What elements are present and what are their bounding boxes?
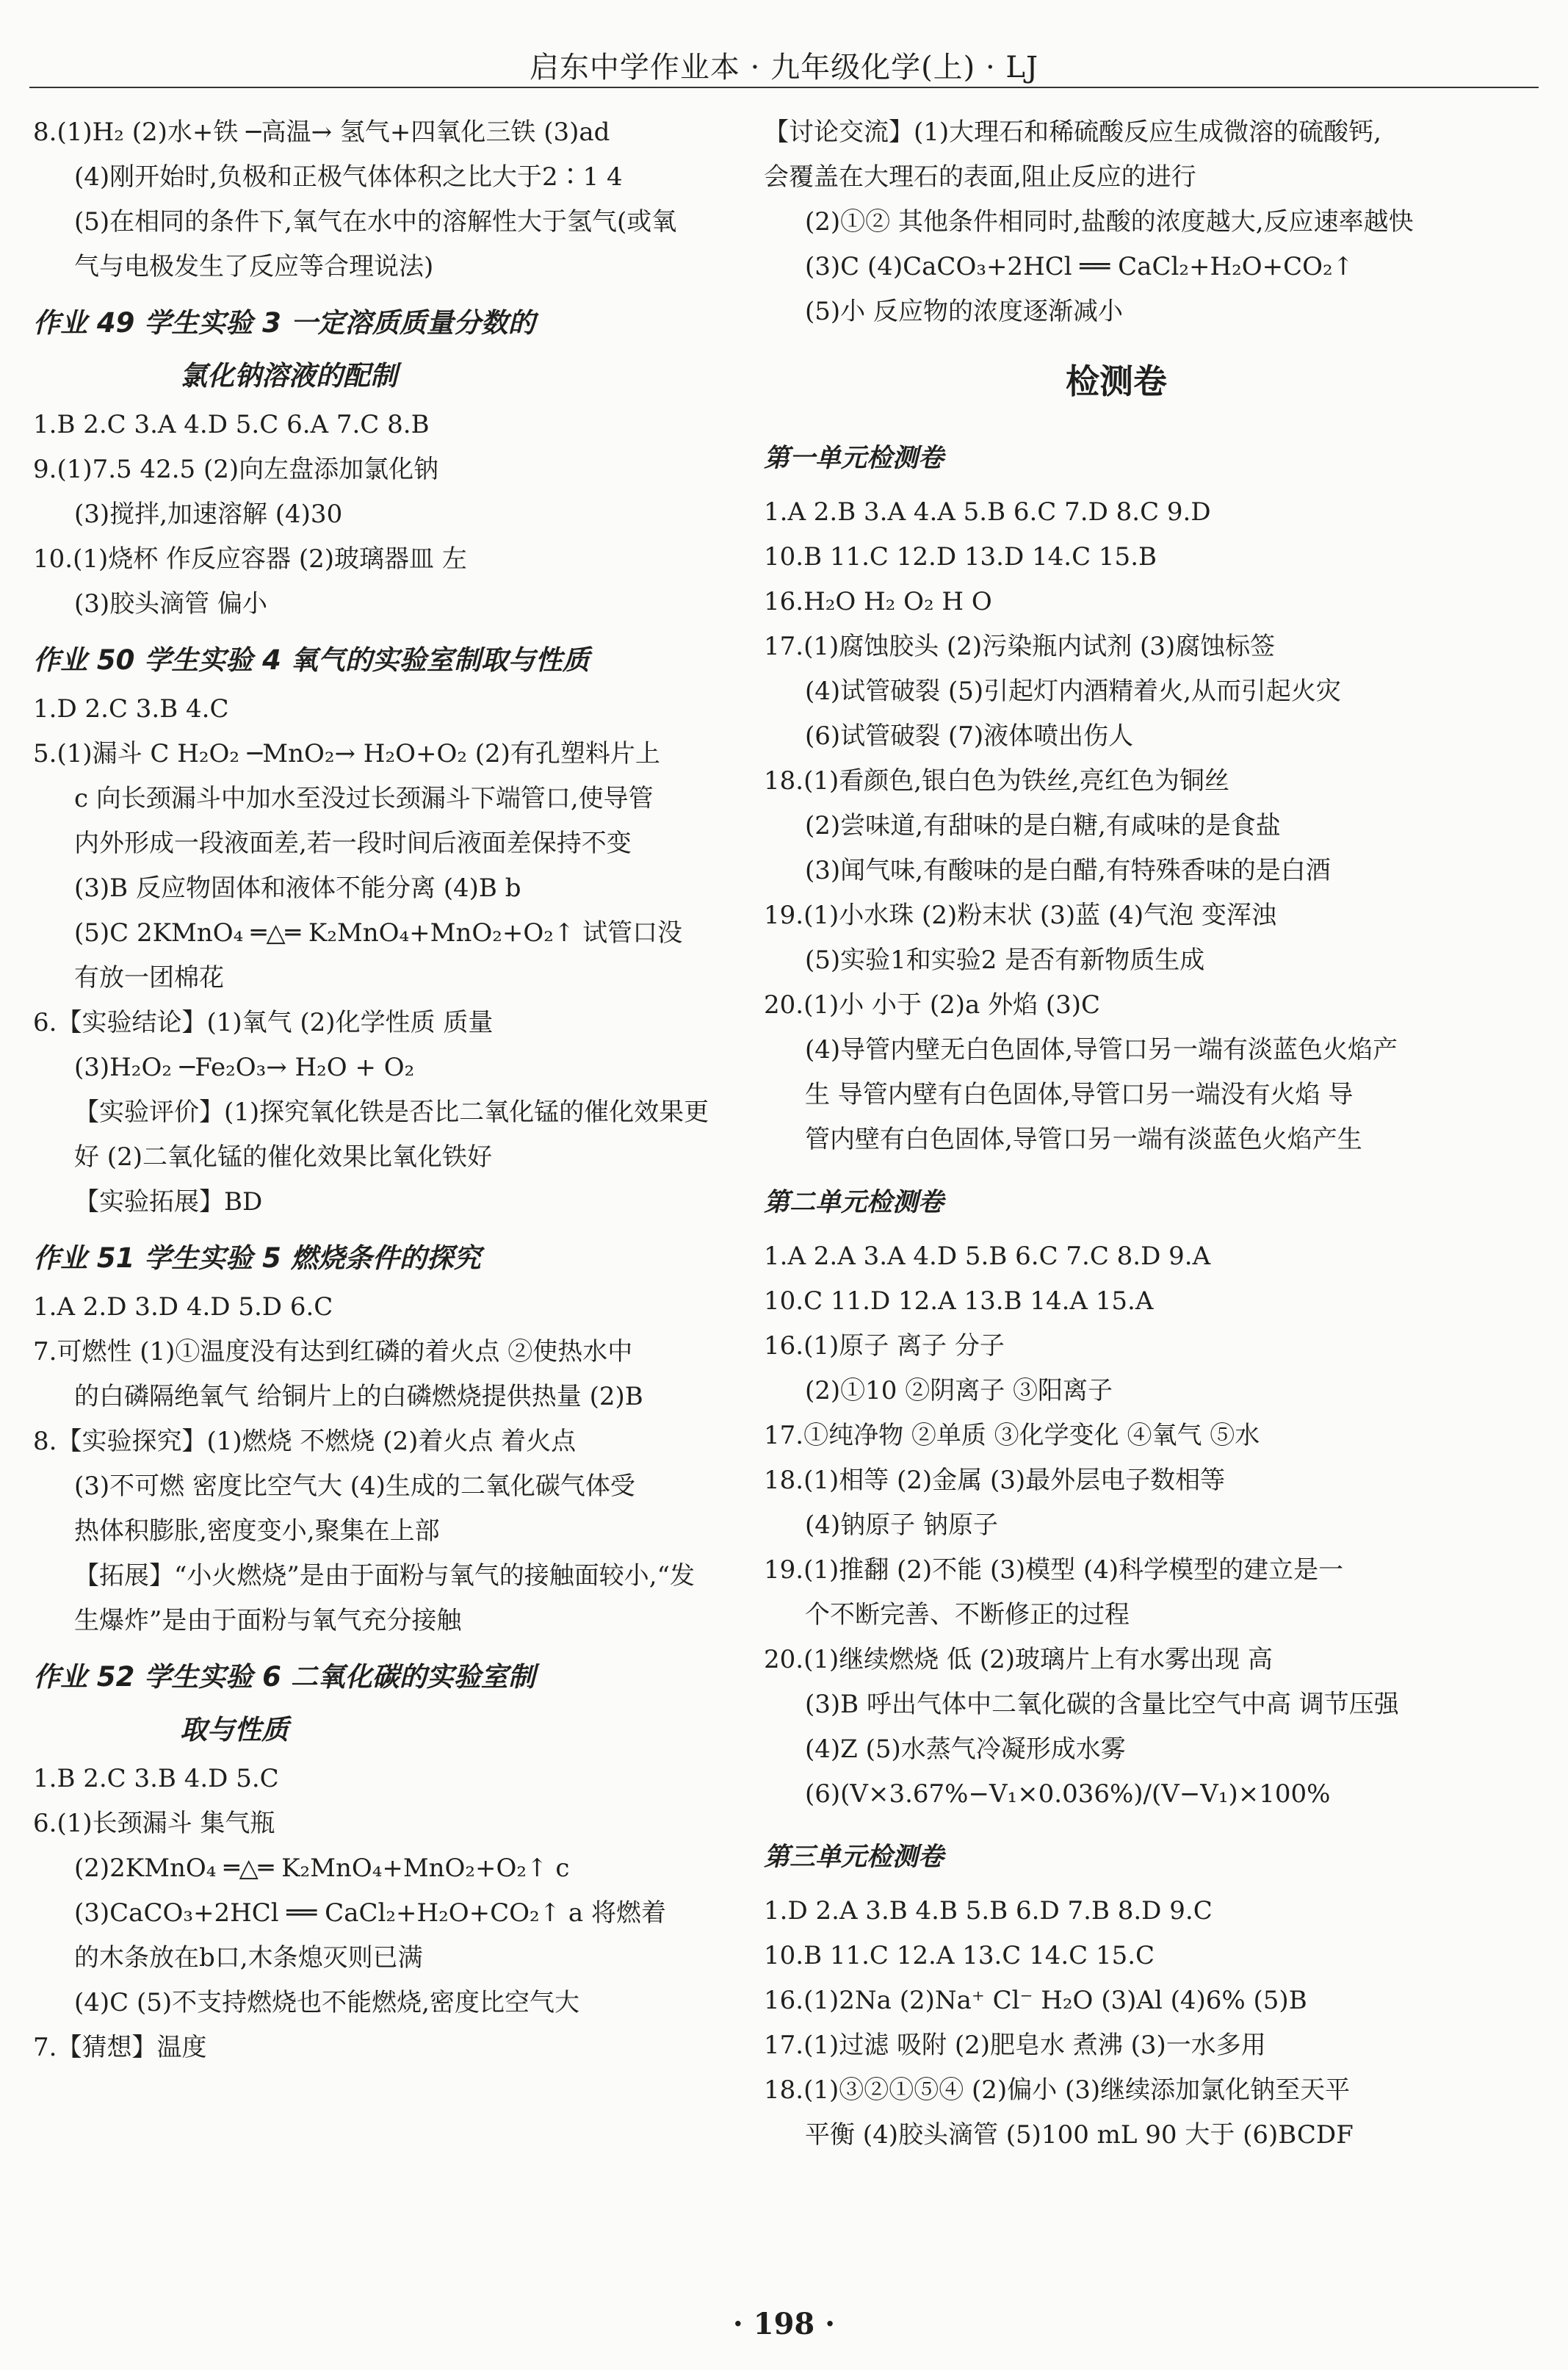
text-line: 17.(1)过滤 吸附 (2)肥皂水 煮沸 (3)一水多用	[764, 2031, 1266, 2060]
text-line: 内外形成一段液面差,若一段时间后液面差保持不变	[74, 829, 632, 858]
text-line: (2)①10 ②阴离子 ③阳离子	[805, 1376, 1113, 1405]
text-line: 8.(1)H₂ (2)水+铁 ─高温→ 氢气+四氧化三铁 (3)ad	[33, 118, 610, 147]
text-line: 10.(1)烧杯 作反应容器 (2)玻璃器皿 左	[33, 544, 467, 574]
text-line: (4)钠原子 钠原子	[805, 1510, 998, 1540]
text-line: 平衡 (4)胶头滴管 (5)100 mL 90 大于 (6)BCDF	[805, 2120, 1354, 2150]
text-line: 1.B 2.C 3.A 4.D 5.C 6.A 7.C 8.B	[33, 410, 430, 439]
text-line: (3)C (4)CaCO₃+2HCl ══ CaCl₂+H₂O+CO₂↑	[805, 252, 1354, 281]
text-line: (6)试管破裂 (7)液体喷出伤人	[805, 721, 1134, 751]
text-line: 的白磷隔绝氧气 给铜片上的白磷燃烧提供热量 (2)B	[74, 1382, 643, 1411]
text-line: 8.【实验探究】(1)燃烧 不燃烧 (2)着火点 着火点	[33, 1427, 577, 1456]
text-line: (6)(V×3.67%−V₁×0.036%)/(V−V₁)×100%	[805, 1779, 1331, 1809]
text-line: (3)B 反应物固体和液体不能分离 (4)B b	[74, 874, 521, 903]
text-line: (5)小 反应物的浓度逐渐减小	[805, 297, 1123, 326]
text-line: 16.(1)2Na (2)Na⁺ Cl⁻ H₂O (3)Al (4)6% (5)B	[764, 1986, 1307, 2015]
text-line: 9.(1)7.5 42.5 (2)向左盘添加氯化钠	[33, 455, 439, 484]
text-line: (5)C 2KMnO₄ ═△═ K₂MnO₄+MnO₂+O₂↑ 试管口没	[74, 918, 683, 948]
text-line: 好 (2)二氧化锰的催化效果比氧化铁好	[74, 1142, 492, 1172]
assignment-heading-continued: 取与性质	[180, 1714, 289, 1746]
assignment-heading-continued: 氯化钠溶液的配制	[180, 360, 397, 392]
text-line: (3)不可燃 密度比空气大 (4)生成的二氧化碳气体受	[74, 1472, 635, 1501]
text-line: 20.(1)小 小于 (2)a 外焰 (3)C	[764, 990, 1101, 1020]
text-line: 10.B 11.C 12.A 13.C 14.C 15.C	[764, 1941, 1155, 1970]
text-line: 16.(1)原子 离子 分子	[764, 1331, 1005, 1361]
text-line: 18.(1)看颜色,银白色为铁丝,亮红色为铜丝	[764, 766, 1229, 796]
text-line: 生 导管内壁有白色固体,导管口另一端没有火焰 导	[805, 1080, 1354, 1109]
text-line: (5)实验1和实验2 是否有新物质生成	[805, 946, 1205, 975]
text-line: (4)Z (5)水蒸气冷凝形成水雾	[805, 1735, 1126, 1764]
text-line: 17.(1)腐蚀胶头 (2)污染瓶内试剂 (3)腐蚀标签	[764, 632, 1276, 661]
text-line: 18.(1)③②①⑤④ (2)偏小 (3)继续添加氯化钠至天平	[764, 2075, 1351, 2105]
text-line: (2)2KMnO₄ ═△═ K₂MnO₄+MnO₂+O₂↑ c	[74, 1854, 570, 1883]
text-line: (3)闻气味,有酸味的是白醋,有特殊香味的是白酒	[805, 856, 1331, 885]
text-line: 气与电极发生了反应等合理说法)	[74, 252, 434, 281]
assignment-heading: 作业 52 学生实验 6 二氧化碳的实验室制	[33, 1661, 535, 1693]
text-line: 5.(1)漏斗 C H₂O₂ ─MnO₂→ H₂O+O₂ (2)有孔塑料片上	[33, 739, 660, 768]
text-line: (2)①② 其他条件相同时,盐酸的浓度越大,反应速率越快	[805, 207, 1414, 237]
text-line: 17.①纯净物 ②单质 ③化学变化 ④氧气 ⑤水	[764, 1421, 1260, 1450]
text-line: (3)CaCO₃+2HCl ══ CaCl₂+H₂O+CO₂↑ a 将燃着	[74, 1898, 667, 1928]
text-line: 热体积膨胀,密度变小,聚集在上部	[74, 1516, 440, 1546]
page-number: · 198 ·	[732, 2307, 836, 2341]
header-rule	[29, 87, 1539, 88]
text-line: 19.(1)小水珠 (2)粉末状 (3)蓝 (4)气泡 变浑浊	[764, 901, 1276, 930]
page-header: 启东中学作业本 · 九年级化学(上) · LJ	[529, 51, 1039, 84]
text-line: 20.(1)继续燃烧 低 (2)玻璃片上有水雾出现 高	[764, 1645, 1273, 1674]
left-column	[33, 110, 738, 2070]
text-line: 1.A 2.D 3.D 4.D 5.D 6.C	[33, 1292, 333, 1322]
text-line: 10.C 11.D 12.A 13.B 14.A 15.A	[764, 1286, 1154, 1316]
text-line: (4)试管破裂 (5)引起灯内酒精着火,从而引起火灾	[805, 677, 1341, 706]
section-title: 检测卷	[1066, 361, 1167, 401]
text-line: c 向长颈漏斗中加水至没过长颈漏斗下端管口,使导管	[74, 784, 654, 813]
text-line: 【实验拓展】BD	[74, 1187, 263, 1217]
text-line: 19.(1)推翻 (2)不能 (3)模型 (4)科学模型的建立是一	[764, 1555, 1344, 1585]
text-line: 16.H₂O H₂ O₂ H O	[764, 587, 992, 616]
text-line: 管内壁有白色固体,导管口另一端有淡蓝色火焰产生	[805, 1125, 1362, 1154]
text-line: 【拓展】“小火燃烧”是由于面粉与氧气的接触面较小,“发	[74, 1561, 695, 1591]
text-line: 个不断完善、不断修正的过程	[805, 1600, 1130, 1629]
text-line: 1.B 2.C 3.B 4.D 5.C	[33, 1764, 279, 1793]
text-line: 1.A 2.B 3.A 4.A 5.B 6.C 7.D 8.C 9.D	[764, 497, 1211, 527]
text-line: (4)刚开始时,负极和正极气体体积之比大于2∶1 4	[74, 162, 623, 192]
right-column	[764, 110, 1469, 2158]
text-line: 1.A 2.A 3.A 4.D 5.B 6.C 7.C 8.D 9.A	[764, 1242, 1211, 1271]
text-line: 会覆盖在大理石的表面,阻止反应的进行	[764, 162, 1196, 192]
unit-test-heading: 第二单元检测卷	[764, 1188, 944, 1217]
text-line: (3)H₂O₂ ─Fe₂O₃→ H₂O + O₂	[74, 1053, 415, 1082]
text-line: 1.D 2.A 3.B 4.B 5.B 6.D 7.B 8.D 9.C	[764, 1896, 1213, 1926]
text-line: (5)在相同的条件下,氧气在水中的溶解性大于氢气(或氧	[74, 207, 677, 237]
assignment-heading: 作业 50 学生实验 4 氧气的实验室制取与性质	[33, 644, 590, 676]
text-line: 10.B 11.C 12.D 13.D 14.C 15.B	[764, 542, 1157, 572]
text-line: (3)搅拌,加速溶解 (4)30	[74, 500, 343, 529]
text-line: 6.【实验结论】(1)氧气 (2)化学性质 质量	[33, 1008, 494, 1037]
text-line: 7.可燃性 (1)①温度没有达到红磷的着火点 ②使热水中	[33, 1337, 633, 1366]
assignment-heading: 作业 51 学生实验 5 燃烧条件的探究	[33, 1242, 481, 1274]
unit-test-heading: 第一单元检测卷	[764, 444, 944, 473]
text-line: 【实验评价】(1)探究氧化铁是否比二氧化锰的催化效果更	[74, 1098, 709, 1127]
text-line: (3)B 呼出气体中二氧化碳的含量比空气中高 调节压强	[805, 1690, 1399, 1719]
text-line: (3)胶头滴管 偏小	[74, 589, 267, 619]
text-line: 6.(1)长颈漏斗 集气瓶	[33, 1809, 275, 1838]
text-line: 1.D 2.C 3.B 4.C	[33, 694, 229, 724]
text-line: (4)导管内壁无白色固体,导管口另一端有淡蓝色火焰产	[805, 1035, 1398, 1065]
text-line: 有放一团棉花	[74, 963, 224, 993]
text-line: (2)尝味道,有甜味的是白糖,有咸味的是食盐	[805, 811, 1281, 840]
text-line: 的木条放在b口,木条熄灭则已满	[74, 1943, 423, 1973]
text-line: 生爆炸”是由于面粉与氧气充分接触	[74, 1606, 462, 1635]
text-line: 【讨论交流】(1)大理石和稀硫酸反应生成微溶的硫酸钙,	[764, 118, 1381, 147]
text-line: (4)C (5)不支持燃烧也不能燃烧,密度比空气大	[74, 1988, 579, 2017]
text-line: 7.【猜想】温度	[33, 2033, 207, 2062]
text-line: 18.(1)相等 (2)金属 (3)最外层电子数相等	[764, 1466, 1226, 1495]
unit-test-heading: 第三单元检测卷	[764, 1843, 944, 1872]
assignment-heading: 作业 49 学生实验 3 一定溶质质量分数的	[33, 307, 535, 339]
